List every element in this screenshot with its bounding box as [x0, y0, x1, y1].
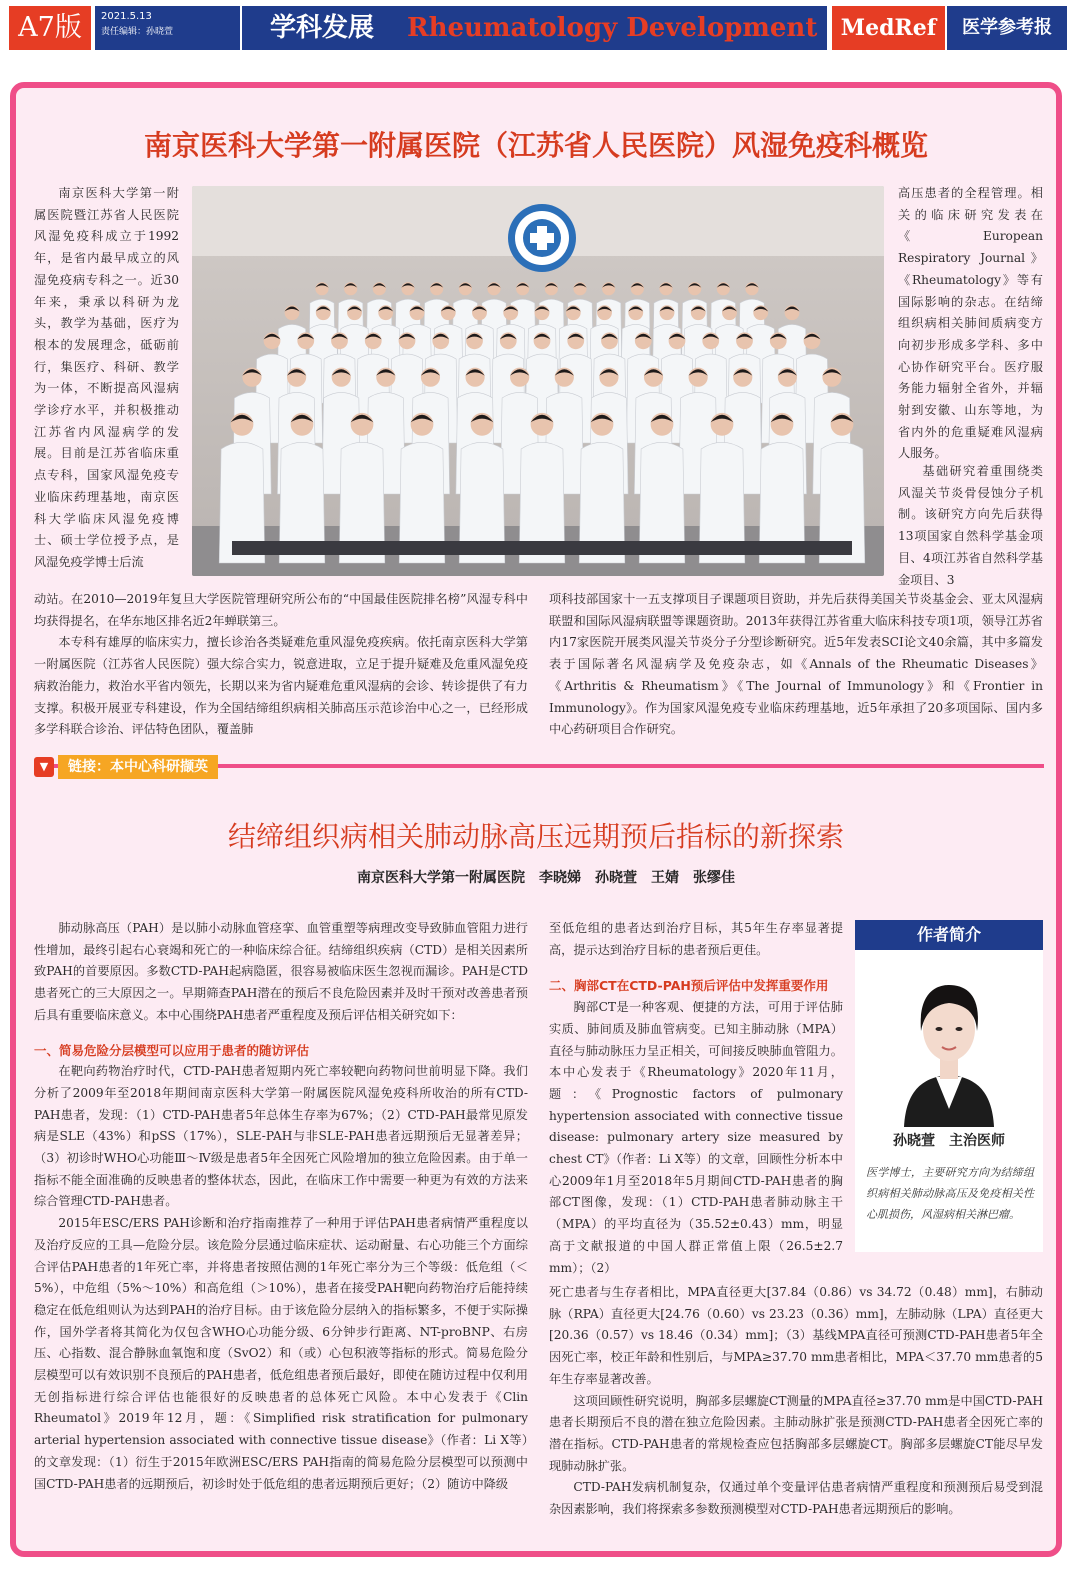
article2-heading-2: 二、胸部CT在CTD-PAH预后评估中发挥重要作用: [549, 978, 829, 994]
section-title-en: Rheumatology Development: [407, 13, 818, 43]
article1-bottom-left: [34, 589, 528, 741]
article1-left-col: 南京医科大学第一附属医院暨江苏省人民医院风湿免疫科成立于1992年，是省内最早成立的风湿免疫病专科之一。近30年来，秉承以科研为龙头，教学为基础，医疗为根本的发展理念，砥砺前行，集医疗、科研、教学为一体，不断提高风湿病学诊疗水平，并积极推动江苏省内风湿病学的发展。目前是江苏省临床重点专科，国家风湿免疫专业临床药理基地，南京医科大学临床风湿免疫博士、硕士学位授予点，是风湿免疫学博士后流: [34, 186, 179, 569]
article2-left-col: [34, 918, 528, 1495]
article2-title: 结缔组织病相关肺动脉高压远期预后指标的新探索: [227, 820, 844, 853]
article1-title: 南京医科大学第一附属医院（江苏省人民医院）风湿免疫科概览: [143, 129, 928, 162]
article1-bottom-right: 项科技部国家十一五支撑项目子课题项目资助，并先后获得美国关节炎基金会、亚太风湿病联盟和国际风湿病联盟等课题资助。2013年获得江苏省重大临床科技专项1项，领导江苏省内17家医院开展类风湿关节炎分子分型诊断研究。近5年发表SCI论文40余篇，其中多篇发表于国际著名风湿病学及免疫杂志，如《Annals of the Rheumatic Diseases》《Arthritis & Rheumatism》《The Journal of Immunology》和《Frontier in Immunology》。作为国家风湿免疫专业临床药理基地，近5年承担了20多项国际、国内多中心药研项目合作研究。: [549, 592, 1043, 737]
article1-bottom-left-p1: 动站。在2010—2019年复旦大学医院管理研究所公布的“中国最佳医院排名榜”风湿专科中均获得提名，在华东地区排名近2年蝉联第三。: [34, 592, 528, 628]
author-box-header: 作者简介: [855, 920, 1043, 950]
article2-wide-p2: 这项回顾性研究说明，胸部多层螺旋CT测量的MPA直径≥37.70 mm是中国CTD-PAH患者长期预后不良的潜在独立危险因素。主肺动脉扩张是预测CTD-PAH患者全因死亡率的潜在指标。CTD-PAH患者的常规检查应包括胸部多层螺旋CT。胸部多层螺旋CT能尽早发现肺动脉扩张。: [549, 1393, 1043, 1473]
issue-date: 2021.5.13: [101, 11, 152, 22]
article2-wide-p1: 死亡患者与生存者相比，MPA直径更大[37.84（0.86）vs 34.72（0.48）mm]，右肺动脉（RPA）直径更大[24.76（0.60）vs 23.23（0.36）mm]，左肺动脉（LPA）直径更大[20.36（0.57）vs 18.46（0.34）mm]；（3）基线MPA直径可预测CTD-PAH患者5年全因死亡率，校正年龄和性别后，与MPA≥37.70 mm患者相比，MPA＜37.70 mm患者的5年生存率显著改善。: [549, 1285, 1043, 1386]
triangle-down-icon: ▼: [34, 757, 54, 777]
newspaper-name: 医学参考报: [947, 6, 1067, 50]
article1-right-col-p2: 基础研究着重围绕类风湿关节炎骨侵蚀分子机制。该研究方向先后获得13项国家自然科学基金项目、4项江苏省自然科学基金项目、3: [898, 464, 1043, 587]
article2-mid-p0: 至低危组的患者达到治疗目标，其5年生存率显著提高，提示达到治疗目标的患者预后更佳。: [549, 921, 843, 957]
editor-credit: 责任编辑：孙晓萱: [101, 27, 174, 37]
page-version: A7版: [9, 6, 91, 50]
author-name: 孙晓萱 主治医师: [893, 1133, 1005, 1149]
author-bio: 医学博士，主要研究方向为结缔组织病相关肺动脉高压及免疫相关性心肌损伤，风湿病相关淋巴瘤。: [866, 1166, 1034, 1221]
hospital-emblem-icon: [508, 204, 576, 272]
article2-intro: 肺动脉高压（PAH）是以肺小动脉血管痉挛、血管重塑等病理改变导致肺血管阻力进行性增加，最终引起右心衰竭和死亡的一种临床综合征。结缔组织疾病（CTD）是相关因素所致PAH的首要原因。多数CTD-PAH起病隐匿，很容易被临床医生忽视而漏诊。PAH是CTD患者死亡的三大原因之一。早期筛查PAH潜在的预后不良危险因素并及时干预对改善患者预后具有重要临床意义。本中心围绕PAH患者严重程度及预后评估相关研究如下：: [34, 921, 528, 1022]
article1-bottom-left-p2: 本专科有雄厚的临床实力，擅长诊治各类疑难危重风湿免疫疾病。依托南京医科大学第一附属医院（江苏省人民医院）强大综合实力，锐意进取，立足于提升疑难及危重风湿免疫病救治能力，救治水平省内领先，长期以来为省内疑难危重风湿病的会诊、转诊提供了有力支撑。积极开展亚专科建设，作为全国结缔组织病相关肺高压示范诊治中心之一，已经形成多学科联合诊治、评估特色团队，覆盖肺: [34, 635, 528, 737]
article2-wide-p3: CTD-PAH发病机制复杂，仅通过单个变量评估患者病情严重程度和预测预后易受到混杂因素影响，我们将探索多参数预测模型对CTD-PAH患者远期预后的影响。: [549, 1480, 1043, 1517]
article2-wide-col: [549, 1282, 1043, 1521]
article2-authors: 南京医科大学第一附属医院 李晓娣 孙晓萱 王婧 张缪佳: [357, 870, 735, 886]
link-label: 链接：本中心科研撷英: [58, 755, 218, 779]
article1-right-col: 高压患者的全程管理。相关的临床研究发表在《European Respiratory Journal》《Rheumatology》等有国际影响的杂志。在结缔组织病相关肺间质病变方向初步形成多学科、多中心协作研究平台。医疗服务能力辐射全省外，并辐射到安徽、山东等地，为省内外的危重疑难风湿病人服务。: [898, 186, 1043, 461]
article2-heading-1: 一、简易危险分层模型可以应用于患者的随访评估: [34, 1042, 310, 1058]
article2-mid-col: [549, 918, 843, 1279]
article2-mid-p1: 胸部CT是一种客观、便捷的方法，可用于评估肺实质、肺间质及肺血管病变。已知主肺动脉（MPA）直径与肺动脉压力呈正相关，可间接反映肺血管阻力。本中心发表于《Rheumatology》2020年11月，题：《Prognostic factors of pulmonary hypertension associated with connective tissue disease: pulmonary artery size measured by chest CT》（作者：Li X等）的文章，回顾性分析本中心2009年1月至2018年5月期间CTD-PAH患者的胸部CT图像，发现：（1）CTD-PAH患者肺动脉主干（MPA）的平均直径为（35.52±0.43）mm，明显高于文献报道的中国人群正常值上限（26.5±2.7 mm）；（2）: [549, 1000, 843, 1275]
article2-p2: 2015年ESC/ERS PAH诊断和治疗指南推荐了一种用于评估PAH患者病情严重程度以及治疗反应的工具—危险分层。该危险分层通过临床症状、运动耐量、右心功能三个方面综合评估PAH患者的1年死亡率，并将患者按照估测的1年死亡率分为三个等级：低危组（＜5%），中危组（5%～10%）和高危组（＞10%），患者在接受PAH靶向药物治疗后能持续稳定在低危组则认为达到PAH的治疗目标。由于该危险分层纳入的指标繁多，不便于实际操作，国外学者将其简化为仅包含WHO心功能分级、6分钟步行距离、NT-proBNP、右房压、心指数、混合静脉血氧饱和度（SvO2）和（或）心包积液等指标的形式。简易危险分层模型可以有效识别不良预后的PAH患者，低危组患者预后最好，即使在随访过程中仅利用无创指标进行综合评估也能很好的反映患者的总体死亡风险。本中心发表于《Clin Rheumatol》2019年12月，题：《Simplified risk stratification for pulmonary arterial hypertension associated with connective tissue disease》（作者：Li X等）的文章发现：（1）衍生于2015年欧洲ESC/ERS PAH指南的简易危险分层模型可以预测中国CTD-PAH患者的远期预后，初诊时处于低危组的患者远期预后更好；（2）随访中降级: [34, 1216, 528, 1491]
masthead-divider: [240, 6, 242, 50]
author-portrait: [884, 959, 1014, 1127]
section-title-cn: 学科发展: [270, 13, 375, 43]
article2-p1: 在靶向药物治疗时代，CTD-PAH患者短期内死亡率较靶向药物问世前明显下降。我们分析了2009年至2018年期间南京医科大学第一附属医院风湿免疫科所收治的所有CTD-PAH患者，发现：（1）CTD-PAH患者5年总体生存率为67%；（2）CTD-PAH最常见原发病是SLE（43%）和pSS（17%），SLE-PAH与非SLE-PAH患者远期预后无显著差异；（3）初诊时WHO心功能Ⅲ～Ⅳ级是患者5年全因死亡风险增加的独立危险因素。由于单一指标不能全面准确的反映患者的整体状态，因此，在临床工作中需要一种更为有效的方法来综合管理CTD-PAH患者。: [34, 1064, 528, 1209]
medref-logo: MedRef: [832, 6, 945, 50]
group-photo: [192, 186, 884, 576]
